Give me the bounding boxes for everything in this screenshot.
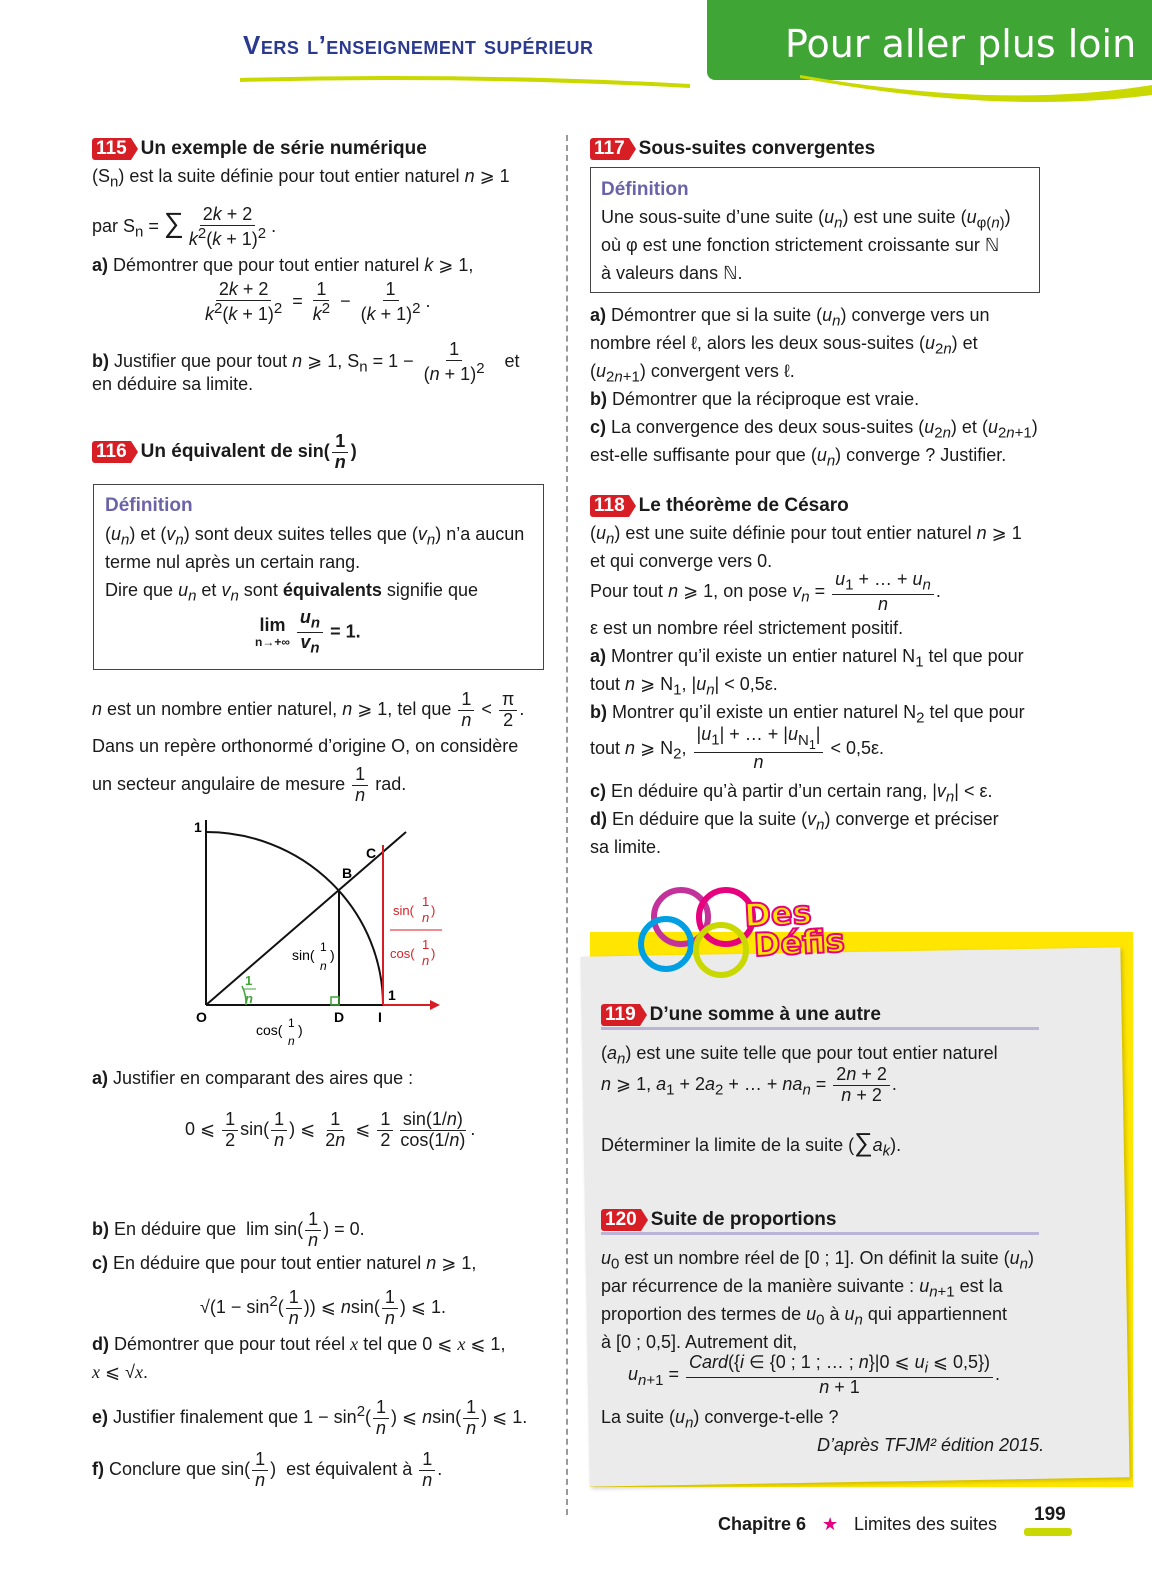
fig-label-d: D bbox=[334, 1009, 345, 1025]
ex118-d1: d) En déduire que la suite $(v_n)$ converge et préciser bbox=[590, 809, 999, 834]
ex116-b: b) En déduire que lim sin( $\frac{1}{n}$ ) = 0. bbox=[92, 1209, 365, 1250]
svg-text:1: 1 bbox=[422, 894, 430, 909]
svg-text:1: 1 bbox=[320, 940, 327, 954]
ex118-d2: sa limite. bbox=[590, 837, 662, 857]
sector-figure bbox=[190, 810, 450, 1060]
svg-text:n: n bbox=[288, 1034, 295, 1048]
svg-text:): ) bbox=[298, 1022, 303, 1038]
svg-text:sin(: sin( bbox=[292, 947, 315, 963]
svg-text:n: n bbox=[245, 991, 253, 1006]
ex117-a3: $(u_{2n+1})$ convergent vers ℓ. bbox=[590, 361, 795, 386]
ex115-a: a) Démontrer que pour tout entier naturel k ⩾ 1, bbox=[92, 255, 474, 275]
page-number-underline bbox=[1024, 1528, 1072, 1536]
ex117-a2: nombre réel ℓ, alors les deux sous-suites $(u_{2n})$ et bbox=[590, 333, 978, 358]
ex115-header: 115 Un exemple de série numérique bbox=[92, 134, 427, 163]
ex116-def3: Dire que $u_n$ et $v_n$ sont équivalents signifie que bbox=[105, 580, 478, 605]
ex116-f: f) Conclure que sin( $\frac{1}{n}$ ) est équivalent à $\frac{1}{n}$ . bbox=[92, 1449, 443, 1490]
ex120-rule bbox=[601, 1232, 1039, 1235]
header-underline bbox=[240, 72, 700, 92]
ex116-text3: un secteur angulaire de mesure $\frac{1}{n}$ rad. bbox=[92, 764, 407, 805]
ex117-a1: a) Démontrer que si la suite $(u_n)$ converge vers un bbox=[590, 305, 990, 330]
svg-text:n: n bbox=[422, 910, 430, 925]
footer-title: Limites des suites bbox=[854, 1514, 998, 1534]
ex117-c1: c) La convergence des deux sous-suites $(u_{2n})$ et $(u_{2n+1})$ bbox=[590, 417, 1038, 442]
ex116-c-formula: $√(1 - \sin^2$( $\frac{1}{n}$ )) ⩽ nsin( $\frac{1}{n}$ ) ⩽ 1. bbox=[200, 1287, 446, 1328]
svg-text:1: 1 bbox=[422, 937, 430, 952]
svg-text:): ) bbox=[330, 947, 335, 963]
ex119-rule bbox=[601, 1027, 1039, 1030]
fig-label-o: O bbox=[196, 1009, 207, 1025]
ex116-d2: x ⩽ √x. bbox=[92, 1362, 148, 1382]
ex116-def1: $(u_n)$ et $(v_n)$ sont deux suites telles que $(v_n)$ n’a aucun bbox=[105, 524, 525, 549]
ex116-def-limit: lim n→+∞ $\frac{u_n}{v_n}$ = 1. bbox=[255, 607, 361, 657]
ex117-c2: est-elle suffisante pour que $(u_n)$ converge ? Justifier. bbox=[590, 445, 1007, 470]
ex118-l2: et qui converge vers 0. bbox=[590, 551, 773, 571]
page-number: 199 bbox=[1034, 1504, 1066, 1525]
header-title: Vers l’enseignement supérieur bbox=[243, 30, 594, 60]
ex116-text2: Dans un repère orthonormé d’origine O, on considère bbox=[92, 736, 519, 756]
fig-label-b: B bbox=[342, 865, 353, 881]
footer-star-icon: ★ bbox=[822, 1514, 839, 1534]
ex117-def-title: Définition bbox=[601, 179, 689, 200]
defis-title: Des Défis bbox=[743, 893, 846, 965]
ex116-d: d) Démontrer que pour tout réel x tel que 0 ⩽ x ⩽ 1, bbox=[92, 1334, 506, 1354]
banner-title: Pour aller plus loin bbox=[785, 22, 1137, 66]
ex120-l3: proportion des termes de $u_0$ à $u_n$ qui appartiennent bbox=[601, 1304, 1007, 1329]
ex116-e: e) Justifier finalement que $1 - \sin^2$( $\frac{1}{n}$ ) ⩽ nsin( $\frac{1}{n}$ ) ⩽ 1. bbox=[92, 1397, 528, 1438]
ex119-l3: Déterminer la limite de la suite $(\sum a_k)$. bbox=[601, 1127, 902, 1160]
svg-text:cos(: cos( bbox=[256, 1022, 283, 1038]
ex120-source: D’après TFJM² édition 2015. bbox=[817, 1435, 1045, 1455]
ex116-def-title: Définition bbox=[105, 495, 193, 516]
ex118-l3: Pour tout n ⩾ 1, on pose $v_n$ = $\frac{u_1 + \dots + u_n}{n}$ . bbox=[590, 569, 941, 615]
ex119-l2: n ⩾ 1, $a_1 + 2a_2$ + … + $na_n$ = $\frac{2n + 2}{n + 2}$ . bbox=[601, 1064, 897, 1105]
svg-text:cos(: cos( bbox=[390, 946, 415, 961]
ex117-header: 117 Sous-suites convergentes bbox=[590, 134, 875, 163]
ex118-a2: tout n ⩾ $N_1$, $|u_n| < 0,5\varepsilon$. bbox=[590, 674, 778, 699]
ex115-b2: en déduire sa limite. bbox=[92, 374, 254, 394]
ex116-header: 116 Un équivalent de sin( $\frac{1}{n}$ ) bbox=[92, 432, 357, 473]
svg-text:n: n bbox=[320, 959, 327, 973]
fig-label-1-right: 1 bbox=[388, 987, 396, 1003]
fig-label-i: I bbox=[378, 1009, 382, 1025]
svg-text:): ) bbox=[431, 946, 436, 961]
ex116-a: a) Justifier en comparant des aires que : bbox=[92, 1068, 414, 1088]
fig-label-1-top: 1 bbox=[194, 819, 202, 835]
ex118-b1: b) Montrer qu’il existe un entier naturel $N_2$ tel que pour bbox=[590, 702, 1025, 727]
ex116-c: c) En déduire que pour tout entier naturel n ⩾ 1, bbox=[92, 1253, 477, 1273]
ex120-l4: à [0 ; 0,5]. Autrement dit, bbox=[601, 1332, 798, 1352]
ex115-b: b) Justifier que pour tout n ⩾ 1, $S_n = 1$ − $\frac{1}{(n + 1)^2}$ et bbox=[92, 339, 520, 384]
ex117-def2: où φ est une fonction strictement croissante sur ℕ bbox=[601, 235, 1000, 255]
ex116-text1: n est un nombre entier naturel, n ⩾ 1, tel que $\frac{1}{n}$ < $\frac{\pi}{2}$ . bbox=[92, 689, 525, 730]
svg-text:1: 1 bbox=[245, 973, 253, 988]
ex120-l2: par récurrence de la manière suivante : $u_{n+1}$ est la bbox=[601, 1276, 1003, 1301]
ex115-a-formula: $\frac{2k + 2}{k^2(k + 1)^2}$ = $\frac{1}{k^2}$ − $\frac{1}{(k + 1)^2}$ . bbox=[205, 279, 431, 324]
ex116-a-formula: 0 ⩽ $\frac{1}{2}$ sin( $\frac{1}{n}$ ) ⩽ $\frac{1}{2n}$ ⩽ $\frac{1}{2}$ $\frac{\sin(1/n)}{\cos(1/n)}$ . bbox=[185, 1109, 476, 1150]
svg-text:sin(: sin( bbox=[393, 903, 414, 918]
ex116-def2: terme nul après un certain rang. bbox=[105, 552, 361, 572]
ex118-b2: tout n ⩾ $N_2$, $\frac{|u_1| + \dots + |u_{N_1}|}{n}$ < 0,5ε. bbox=[590, 724, 885, 773]
ex119-l1: $(a_n)$ est une suite telle que pour tout entier naturel bbox=[601, 1043, 998, 1068]
banner-swoosh bbox=[800, 70, 1152, 110]
svg-text:): ) bbox=[431, 903, 436, 918]
ex119-header: 119 D’une somme à une autre bbox=[601, 1000, 881, 1029]
ex115-line2: par $S_n$ = ∑ $\frac{2k + 2}{k^2(k + 1)^2}$ . bbox=[92, 204, 277, 249]
ex117-b: b) Démontrer que la réciproque est vraie. bbox=[590, 389, 920, 409]
ex118-header: 118 Le théorème de Césaro bbox=[590, 491, 849, 520]
footer-chapter: Chapitre 6 bbox=[718, 1514, 807, 1534]
svg-text:1: 1 bbox=[288, 1016, 295, 1030]
svg-text:n: n bbox=[422, 953, 430, 968]
ex120-l6: La suite $(u_n)$ converge-t-elle ? bbox=[601, 1407, 839, 1432]
ex118-l1: $(u_n)$ est une suite définie pour tout entier naturel n ⩾ 1 bbox=[590, 523, 1022, 548]
ex118-l4: ε est un nombre réel strictement positif. bbox=[590, 618, 904, 638]
ex118-a1: a) Montrer qu’il existe un entier naturel $N_1$ tel que pour bbox=[590, 646, 1024, 671]
fig-label-c: C bbox=[366, 845, 377, 861]
ex117-def1: Une sous-suite d’une suite $(u_n)$ est une suite $(u_{\varphi(n)})$ bbox=[601, 207, 1011, 232]
ex120-header: 120 Suite de proportions bbox=[601, 1205, 836, 1234]
ex120-l1: $u_0$ est un nombre réel de [0 ; 1]. On définit la suite $(u_n)$ bbox=[601, 1248, 1034, 1273]
ex115-line1: $(S_n)$ est la suite définie pour tout entier naturel n ⩾ 1 bbox=[92, 166, 510, 191]
ex120-formula: $u_{n+1}$ = $\frac{Card(\{i \in \{0 ; 1 ; \dots ; n\}|0 ⩽ u_i ⩽ 0,5\})}{n + 1}$ . bbox=[628, 1352, 1001, 1398]
ex118-c: c) En déduire qu’à partir d’un certain rang, $|v_n| < \varepsilon$. bbox=[590, 781, 993, 806]
column-divider bbox=[566, 135, 568, 1515]
ex117-def3: à valeurs dans ℕ. bbox=[601, 263, 743, 283]
